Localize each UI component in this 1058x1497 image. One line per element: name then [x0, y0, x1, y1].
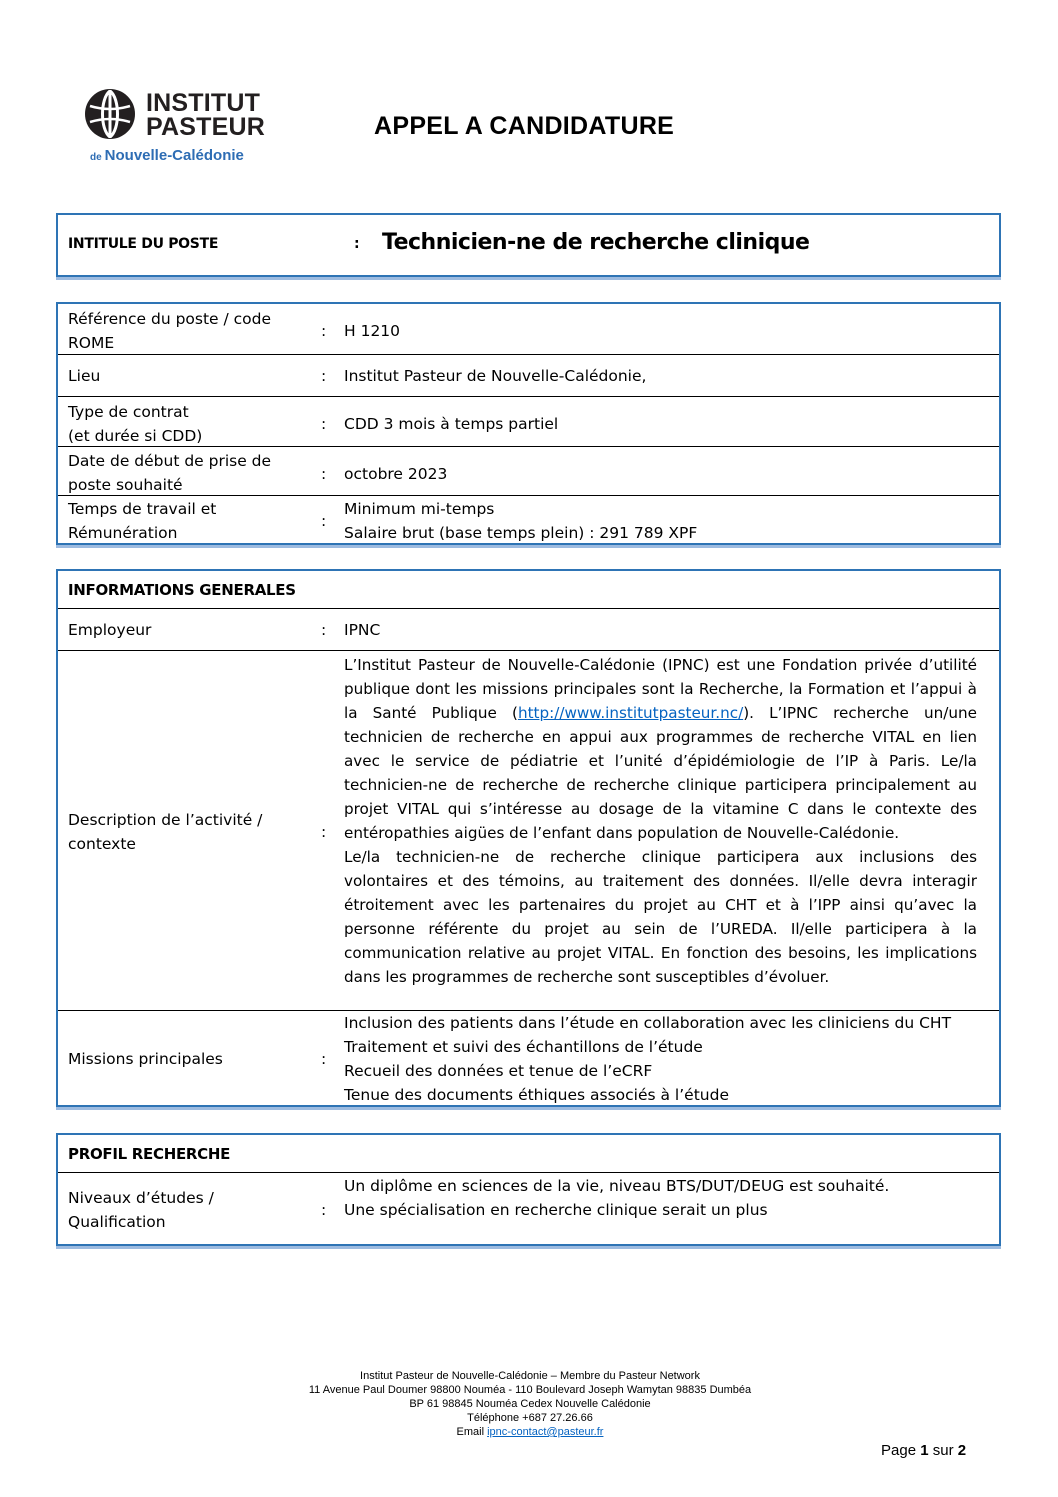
logo-subtitle-place: Nouvelle-Calédonie: [104, 147, 244, 164]
description-p1-part-a: L’Institut Pasteur de Nouvelle-Calédonie (IPNC) est une Fondation privée d’utilité publique dont les missions principales sont la Recherche, la Formation et l’appui à la Santé Publique (: [344, 656, 977, 722]
table-row-contrat: [58, 396, 999, 446]
niveaux-label-line2: Qualification: [68, 1213, 166, 1231]
contrat-label: [68, 400, 318, 448]
list-item: Tenue des documents éthiques associés à l’étude: [344, 1086, 729, 1104]
table-row-niveaux-etudes: [58, 1172, 999, 1244]
footer-line-email: [220, 1425, 840, 1439]
footer-email-label: Email: [456, 1426, 485, 1438]
temps-travail-value: [344, 497, 978, 545]
niveaux-value-line2: Une spécialisation en recherche clinique serait un plus: [344, 1201, 768, 1219]
employeur-value: IPNC: [344, 621, 381, 639]
intitule-colon: :: [354, 236, 360, 252]
intitule-block: [56, 213, 1001, 277]
missions-label: Missions principales: [68, 1050, 223, 1068]
temps-travail-value-line2: Salaire brut (base temps plein) : 291 789 XPF: [344, 524, 698, 542]
temps-travail-label: [68, 497, 318, 545]
contrat-colon: :: [321, 415, 327, 433]
page-number-prefix: Page: [881, 1442, 917, 1459]
page-number: [881, 1442, 966, 1459]
list-item: Inclusion des patients dans l’étude en collaboration avec les cliniciens du CHT: [344, 1014, 952, 1032]
niveaux-value-line1: Un diplôme en sciences de la vie, niveau BTS/DUT/DEUG est souhaité.: [344, 1177, 890, 1195]
profil-header: PROFIL RECHERCHE: [68, 1145, 231, 1163]
description-label-line2: contexte: [68, 835, 136, 853]
table-row-reference: [58, 304, 999, 354]
reference-label: [68, 307, 318, 355]
table-row-temps-travail: [58, 495, 999, 543]
lieu-colon: :: [321, 367, 327, 385]
footer-line-membre: Institut Pasteur de Nouvelle-Calédonie – Membre du Pasteur Network: [360, 1370, 700, 1382]
page-number-total: 2: [957, 1442, 967, 1459]
date-debut-label-line2: poste souhaité: [68, 476, 183, 494]
page-number-current: 1: [920, 1442, 929, 1459]
description-label: [68, 808, 318, 856]
table-row-employeur: [58, 608, 999, 650]
description-text: [344, 653, 977, 989]
logo-subtitle-de: de: [90, 152, 102, 163]
list-item: Recueil des données et tenue de l’eCRF: [344, 1062, 653, 1080]
footer-line-adresse: 11 Avenue Paul Doumer 98800 Nouméa - 110 Boulevard Joseph Wamytan 98835 Dumbéa: [308, 1384, 752, 1396]
description-paragraph-2: Le/la technicien-ne de recherche clinique participera aux inclusions des volontaires et des témoins, au traitement des données. Il/elle devra interagir étroitement avec les partenaires du projet au CHT et à l’IPP ainsi qu’avec la personne référente du projet au sein de l’UREDA. Il/elle participera à la communication relative au projet VITAL. En fonction des besoins, les implications dans les programmes de recherche sont susceptibles d’évoluer.: [344, 848, 977, 986]
missions-colon: :: [321, 1050, 327, 1068]
lieu-label: Lieu: [68, 367, 101, 385]
date-debut-label: [68, 449, 318, 497]
profil-recherche-block: [56, 1133, 1001, 1246]
informations-generales-block: [56, 569, 1001, 1107]
logo-line-pasteur: PASTEUR: [146, 113, 266, 141]
contrat-value: CDD 3 mois à temps partiel: [344, 415, 559, 433]
description-paragraph-1: [344, 653, 977, 845]
profil-header-row: [58, 1135, 999, 1172]
description-colon: :: [321, 823, 327, 841]
reference-colon: :: [321, 322, 327, 340]
table-row-date-debut: [58, 446, 999, 495]
table-row-missions: [58, 1010, 999, 1105]
lieu-value: Institut Pasteur de Nouvelle-Calédonie,: [344, 367, 647, 385]
table-row-lieu: [58, 354, 999, 396]
missions-list: [344, 1011, 978, 1107]
niveaux-value: [344, 1174, 978, 1222]
employeur-label: Employeur: [68, 621, 152, 639]
temps-travail-value-line1: Minimum mi-temps: [344, 500, 495, 518]
institut-pasteur-logo: [84, 86, 284, 166]
reference-label-line2: ROME: [68, 334, 115, 352]
footer-email-link[interactable]: ipnc-contact@pasteur.fr: [487, 1426, 604, 1438]
date-debut-value: octobre 2023: [344, 465, 448, 483]
document-title: APPEL A CANDIDATURE: [374, 112, 675, 140]
footer-line-telephone: Téléphone +687 27.26.66: [467, 1412, 593, 1424]
intitule-label: INTITULE DU POSTE: [68, 236, 219, 252]
niveaux-colon: :: [321, 1201, 327, 1219]
description-label-line1: Description de l’activité /: [68, 811, 263, 829]
niveaux-label: [68, 1186, 318, 1234]
date-debut-label-line1: Date de début de prise de: [68, 452, 272, 470]
contrat-label-line2: (et durée si CDD): [68, 427, 203, 445]
website-link[interactable]: http://www.institutpasteur.nc/: [517, 704, 744, 722]
informations-header-row: [58, 571, 999, 608]
page-footer: [220, 1369, 840, 1439]
employeur-colon: :: [321, 621, 327, 639]
logo-globe-icon: [84, 86, 136, 142]
temps-travail-label-line2: Rémunération: [68, 524, 178, 542]
logo-subtitle: [90, 147, 244, 164]
niveaux-label-line1: Niveaux d’études /: [68, 1189, 214, 1207]
temps-travail-colon: :: [321, 512, 327, 530]
reference-value: H 1210: [344, 322, 401, 340]
temps-travail-label-line1: Temps de travail et: [68, 500, 217, 518]
poste-details-block: [56, 302, 1001, 545]
list-item: Traitement et suivi des échantillons de l’étude: [344, 1038, 703, 1056]
logo-line-institut: INSTITUT: [146, 89, 261, 117]
table-row-description: [58, 650, 999, 1010]
informations-header: INFORMATIONS GENERALES: [68, 581, 296, 599]
footer-line-bp: BP 61 98845 Nouméa Cedex Nouvelle Calédonie: [409, 1398, 651, 1410]
date-debut-colon: :: [321, 465, 327, 483]
contrat-label-line1: Type de contrat: [68, 403, 189, 421]
description-p1-part-b: ). L’IPNC recherche un/une technicien de recherche en appui aux programmes de recherche VITAL en lien avec le service de pédiatrie et l’unité d’épidémiologie de l’IP à Paris. Le/la technicien-ne de recherche de recherche clinique participera principalement au projet VITAL qui s’intéresse au dosage de la vitamine C dans le contexte des entéropathies aigües de l’enfant dans population de Nouvelle-Calédonie.: [344, 704, 977, 842]
page-number-sep: sur: [932, 1442, 954, 1459]
intitule-value: Technicien-ne de recherche clinique: [382, 230, 810, 255]
reference-label-line1: Référence du poste / code: [68, 310, 272, 328]
